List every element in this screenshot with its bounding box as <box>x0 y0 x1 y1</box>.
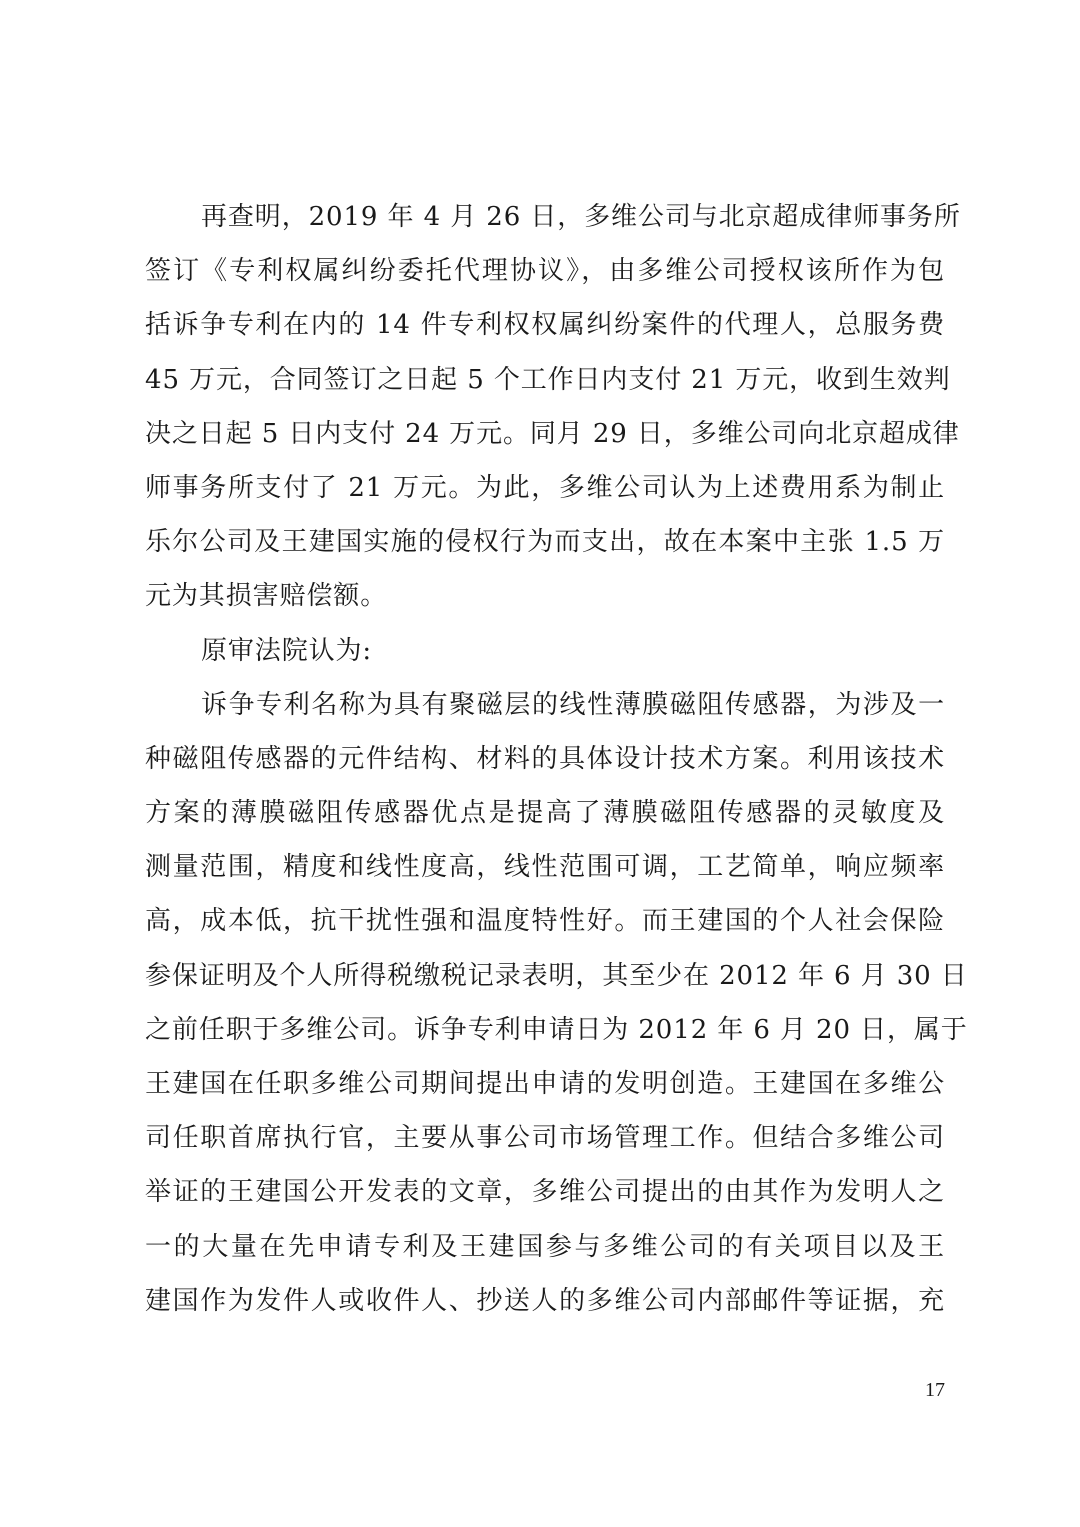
text-line: 乐尔公司及王建国实施的侵权行为而支出，故在本案中主张 1.5 万 <box>145 527 945 558</box>
text-line: 再查明，2019 年 4 月 26 日，多维公司与北京超成律师事务所 <box>201 202 961 232</box>
page-number: 17 <box>925 1379 945 1401</box>
text-line: 45 万元，合同签订之日起 5 个工作日内支付 21 万元，收到生效判 <box>145 364 951 395</box>
body-text <box>145 190 968 1328</box>
text-line: 司任职首席执行官，主要从事公司市场管理工作。但结合多维公司 <box>145 1123 945 1154</box>
text-line: 之前任职于多维公司。诉争专利申请日为 2012 年 6 月 20 日，属于 <box>145 1014 968 1045</box>
text-line: 举证的王建国公开发表的文章，多维公司提出的由其作为发明人之 <box>145 1177 945 1208</box>
text-line: 元为其损害赔偿额。 <box>145 581 388 612</box>
text-line: 建国作为发件人或收件人、抄送人的多维公司内部邮件等证据，充 <box>145 1285 945 1316</box>
text-line: 种磁阻传感器的元件结构、材料的具体设计技术方案。利用该技术 <box>145 743 945 774</box>
text-line: 原审法院认为: <box>201 635 373 666</box>
text-line: 测量范围，精度和线性度高，线性范围可调，工艺简单，响应频率 <box>145 852 945 883</box>
text-line: 高，成本低，抗干扰性强和温度特性好。而王建国的个人社会保险 <box>145 906 945 937</box>
text-line: 师事务所支付了 21 万元。为此，多维公司认为上述费用系为制止 <box>145 472 945 503</box>
text-line: 括诉争专利在内的 14 件专利权权属纠纷案件的代理人，总服务费 <box>145 310 945 341</box>
text-line: 方案的薄膜磁阻传感器优点是提高了薄膜磁阻传感器的灵敏度及 <box>145 798 945 829</box>
text-line: 参保证明及个人所得税缴税记录表明，其至少在 2012 年 6 月 30 日 <box>145 960 968 991</box>
text-line: 诉争专利名称为具有聚磁层的线性薄膜磁阻传感器，为涉及一 <box>201 689 945 720</box>
text-line: 王建国在任职多维公司期间提出申请的发明创造。王建国在多维公 <box>145 1069 945 1099</box>
text-line: 一的大量在先申请专利及王建国参与多维公司的有关项目以及王 <box>145 1231 945 1262</box>
text-line: 签订《专利权属纠纷委托代理协议》，由多维公司授权该所作为包 <box>145 256 945 287</box>
text-line: 决之日起 5 日内支付 24 万元。同月 29 日，多维公司向北京超成律 <box>145 418 960 449</box>
